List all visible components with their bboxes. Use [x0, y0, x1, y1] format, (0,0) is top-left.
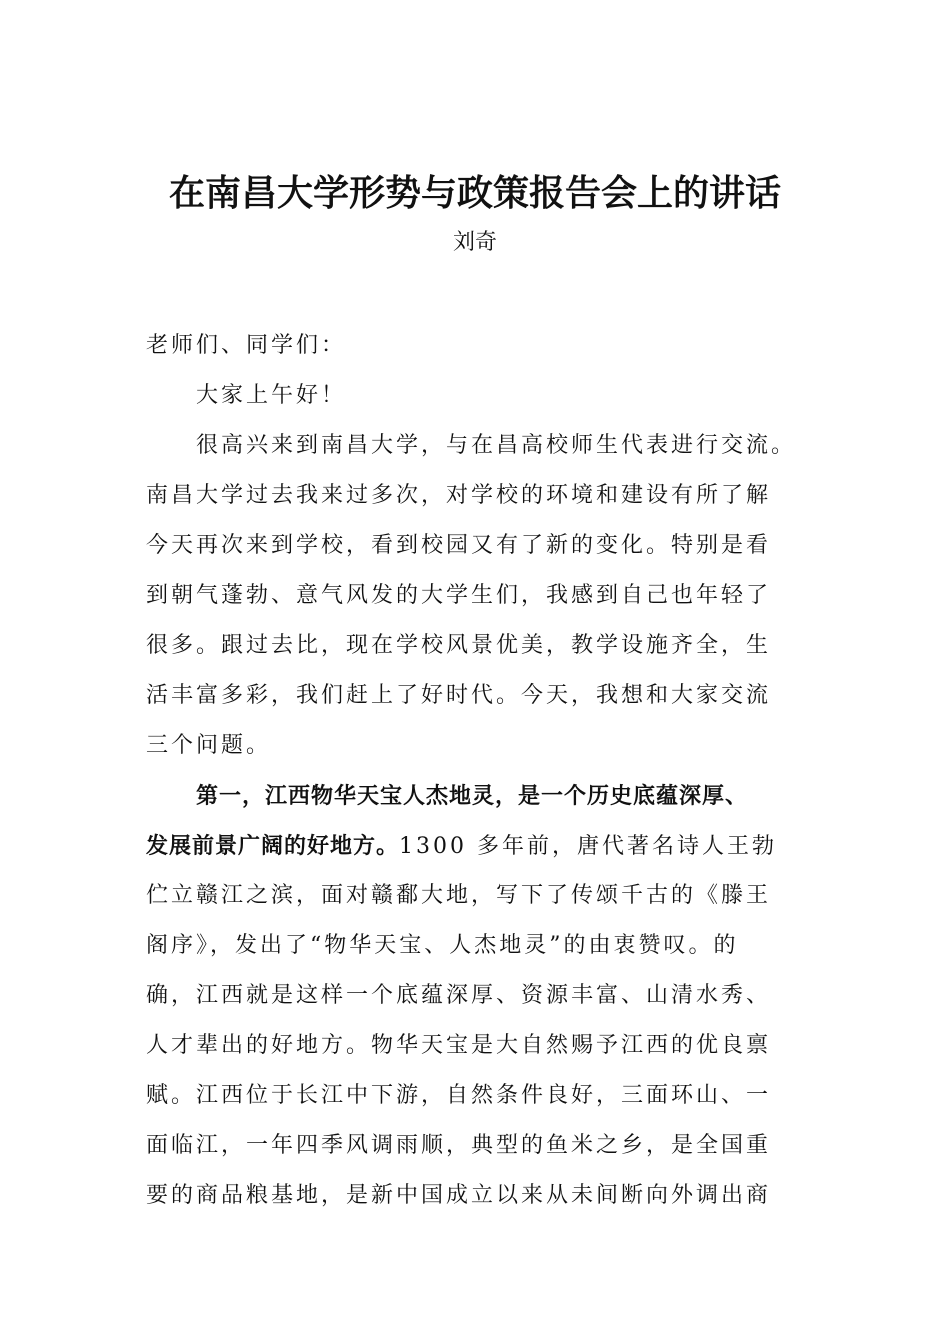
paragraph-line: 三个问题。	[146, 733, 272, 758]
paragraph-line: 很高兴来到南昌大学，与在昌高校师生代表进行交流。	[196, 433, 797, 458]
document-title: 在南昌大学形势与政策报告会上的讲话	[168, 172, 781, 214]
paragraph-line: 人才辈出的好地方。物华天宝是大自然赐予江西的优良禀	[146, 1033, 772, 1058]
paragraph-line	[146, 828, 777, 865]
section-heading-tail: 发展前景广阔的好地方。	[146, 833, 400, 859]
paragraph-line: 伫立赣江之滨，面对赣鄱大地，写下了传颂千古的《滕王	[146, 883, 772, 908]
paragraph-line: 很多。跟过去比，现在学校风景优美，教学设施齐全，生	[146, 633, 772, 658]
paragraph-line: 赋。江西位于长江中下游，自然条件良好，三面环山、一	[146, 1083, 772, 1108]
paragraph-line: 面临江，一年四季风调雨顺，典型的鱼米之乡，是全国重	[146, 1133, 772, 1158]
author-name: 刘奇	[452, 230, 497, 255]
salutation: 老师们、同学们：	[146, 333, 347, 358]
paragraph-line: 活丰富多彩，我们赶上了好时代。今天，我想和大家交流	[146, 683, 772, 708]
paragraph-line: 阁序》，发出了“物华天宝、人杰地灵”的由衷赞叹。的	[146, 933, 739, 958]
paragraph-line: 南昌大学过去我来过多次，对学校的环境和建设有所了解	[146, 483, 772, 508]
paragraph-line: 今天再次来到学校，看到校园又有了新的变化。特别是看	[146, 533, 772, 558]
paragraph-line: 要的商品粮基地，是新中国成立以来从未间断向外调出商	[146, 1183, 772, 1208]
greeting: 大家上午好！	[196, 383, 347, 408]
paragraph-line: 确，江西就是这样一个底蕴深厚、资源丰富、山清水秀、	[146, 983, 772, 1008]
paragraph-line-rest: 1300 多年前，唐代著名诗人王勃	[399, 834, 777, 859]
section-heading-line: 第一，江西物华天宝人杰地灵，是一个历史底蕴深厚、	[196, 783, 749, 809]
paragraph-line: 到朝气蓬勃、意气风发的大学生们，我感到自己也年轻了	[146, 583, 772, 608]
